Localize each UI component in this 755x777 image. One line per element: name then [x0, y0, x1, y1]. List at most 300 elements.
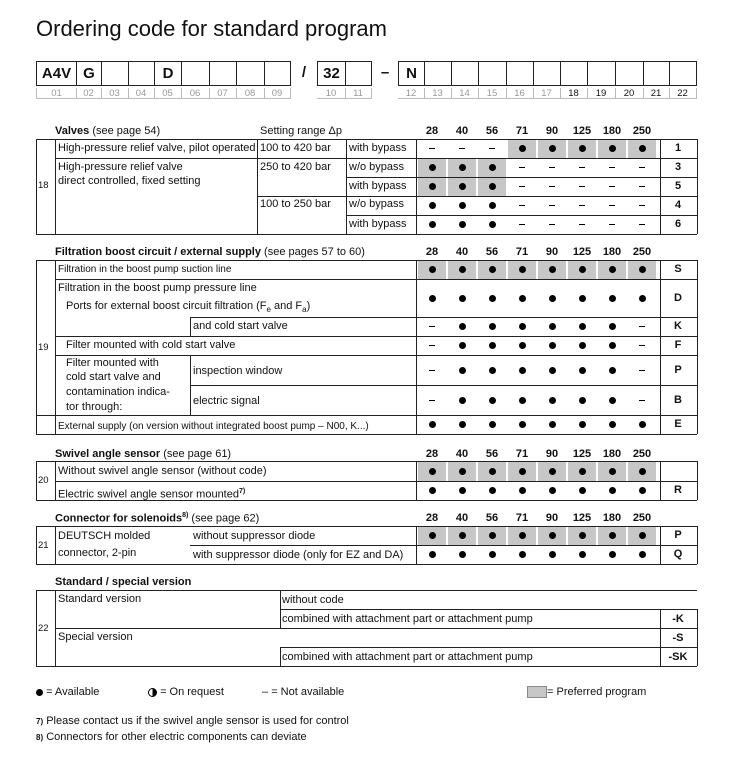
available-mark	[478, 199, 506, 212]
not-available-mark	[568, 180, 596, 193]
rule	[190, 317, 697, 318]
available-mark	[538, 548, 566, 561]
available-mark	[448, 199, 476, 212]
available-mark	[418, 180, 446, 193]
code-box	[669, 61, 697, 86]
legend-available: = Available	[36, 686, 99, 699]
version-heading: Standard / special version	[55, 576, 192, 588]
not-available-mark	[568, 161, 596, 174]
not-available-mark	[448, 142, 476, 155]
dash-icon	[639, 345, 645, 346]
code-position-number: 02	[76, 88, 102, 99]
dash-icon	[609, 186, 615, 187]
available-mark	[538, 339, 566, 352]
filt-desc-p1: Filter mounted with	[66, 357, 159, 369]
rule	[697, 139, 698, 234]
connector-sub-1: without suppressor diode	[193, 530, 316, 542]
rule	[36, 260, 37, 434]
available-mark	[598, 394, 626, 407]
available-icon	[459, 323, 466, 330]
available-mark	[508, 465, 536, 478]
valve-range-3: 100 to 250 bar	[260, 198, 331, 210]
available-icon	[579, 487, 586, 494]
available-mark	[448, 529, 476, 542]
code-box	[560, 61, 588, 86]
available-icon	[579, 421, 586, 428]
available-mark	[508, 142, 536, 155]
available-icon	[489, 367, 496, 374]
dash-icon	[459, 148, 465, 149]
code-box	[209, 61, 237, 86]
available-mark	[538, 263, 566, 276]
available-mark	[628, 418, 656, 431]
code-box	[615, 61, 644, 86]
valve-bypass-4: w/o bypass	[349, 198, 405, 210]
available-mark	[418, 218, 446, 231]
rule	[257, 196, 697, 197]
available-icon	[519, 367, 526, 374]
not-available-mark	[478, 142, 506, 155]
size-header: 28	[425, 448, 439, 460]
on-request-icon	[148, 688, 157, 697]
available-mark	[628, 263, 656, 276]
available-icon	[429, 221, 436, 228]
available-icon	[579, 266, 586, 273]
option-code: B	[674, 394, 682, 406]
option-code: S	[674, 263, 682, 275]
footnote-8: 8) Connectors for other electric components can deviate	[36, 731, 307, 743]
available-mark	[508, 364, 536, 377]
not-available-mark	[418, 364, 446, 377]
code-box	[643, 61, 670, 86]
version-code-s: -S	[672, 632, 684, 644]
available-icon	[519, 323, 526, 330]
rule	[55, 355, 697, 356]
code-box: N	[398, 61, 425, 86]
available-mark	[418, 263, 446, 276]
filt-desc-d2: Ports for external boost circuit filtration ($F_e$ and $F_a$)	[66, 300, 311, 315]
size-header: 28	[425, 246, 439, 258]
available-icon	[549, 266, 556, 273]
dash-icon	[639, 205, 645, 206]
filt-desc-p4: tor through:	[66, 401, 123, 413]
available-icon	[579, 145, 586, 152]
size-header: 250	[632, 125, 652, 137]
not-available-mark	[598, 218, 626, 231]
dash-icon	[549, 224, 555, 225]
rule	[55, 139, 56, 234]
dash-icon	[489, 148, 495, 149]
available-icon	[459, 551, 466, 558]
available-icon	[459, 295, 466, 302]
code-box	[587, 61, 616, 86]
size-header: 125	[572, 512, 592, 524]
available-mark	[448, 484, 476, 497]
size-header: 90	[545, 448, 559, 460]
available-mark	[418, 465, 446, 478]
rule	[36, 139, 37, 234]
option-code: D	[674, 292, 682, 304]
available-mark	[598, 263, 626, 276]
code-position-number: 16	[506, 88, 534, 99]
size-header: 40	[455, 246, 469, 258]
option-code: 6	[674, 218, 682, 230]
available-mark	[508, 529, 536, 542]
available-mark	[598, 320, 626, 333]
dash-icon	[609, 205, 615, 206]
option-code: 1	[674, 142, 682, 154]
section-number-19: 19	[38, 342, 49, 353]
available-icon	[489, 342, 496, 349]
not-available-mark	[628, 364, 656, 377]
rule	[36, 461, 37, 500]
code-box: 32	[317, 61, 346, 86]
available-icon	[429, 487, 436, 494]
not-available-mark	[508, 199, 536, 212]
rule	[416, 461, 417, 500]
valves-heading: Valves (see page 54)	[55, 125, 161, 137]
available-mark	[508, 394, 536, 407]
available-mark	[598, 364, 626, 377]
code-position-number: 08	[236, 88, 265, 99]
available-icon	[489, 487, 496, 494]
available-mark	[508, 484, 536, 497]
available-icon	[459, 487, 466, 494]
dash-icon	[519, 205, 525, 206]
available-mark	[538, 484, 566, 497]
dash-icon	[639, 224, 645, 225]
rule	[55, 461, 56, 500]
size-header: 125	[572, 125, 592, 137]
available-icon	[549, 397, 556, 404]
code-box	[506, 61, 534, 86]
available-icon	[489, 468, 496, 475]
rule	[346, 139, 347, 234]
available-mark	[448, 180, 476, 193]
available-mark	[478, 161, 506, 174]
dash-icon	[429, 148, 435, 149]
available-icon	[549, 468, 556, 475]
available-mark	[418, 548, 446, 561]
available-icon	[609, 145, 616, 152]
available-mark	[538, 142, 566, 155]
available-icon	[489, 532, 496, 539]
version-sub-2: combined with attachment part or attachment pump	[282, 613, 533, 625]
code-position-number: 13	[424, 88, 452, 99]
available-icon	[459, 183, 466, 190]
option-code: 3	[674, 161, 682, 173]
rule	[280, 647, 281, 666]
available-mark	[628, 484, 656, 497]
available-mark	[508, 339, 536, 352]
not-available-mark	[598, 199, 626, 212]
available-mark	[628, 529, 656, 542]
available-mark	[568, 320, 596, 333]
rule	[36, 590, 37, 666]
available-icon	[579, 367, 586, 374]
available-icon	[579, 551, 586, 558]
available-icon	[549, 487, 556, 494]
rule	[55, 481, 697, 482]
code-box: A4V	[36, 61, 77, 86]
available-mark	[508, 418, 536, 431]
available-icon	[429, 468, 436, 475]
section-number-22: 22	[38, 623, 49, 634]
not-available-mark	[628, 180, 656, 193]
available-icon	[36, 689, 43, 696]
available-icon	[579, 397, 586, 404]
code-box	[451, 61, 479, 86]
available-icon	[489, 266, 496, 273]
available-mark	[448, 161, 476, 174]
available-icon	[579, 295, 586, 302]
size-header: 180	[602, 512, 622, 524]
preferred-swatch-icon	[527, 686, 547, 698]
not-available-mark	[628, 394, 656, 407]
available-icon	[549, 295, 556, 302]
rule	[697, 260, 698, 434]
available-icon	[639, 145, 646, 152]
connector-sub-2: with suppressor diode (only for EZ and DA)	[193, 549, 404, 561]
code-position-number: 07	[209, 88, 237, 99]
available-icon	[549, 532, 556, 539]
code-box	[101, 61, 129, 86]
rule	[36, 526, 37, 564]
code-separator: /	[290, 61, 318, 86]
swivel-desc-2: Electric swivel angle sensor mounted$^{7)}$	[58, 488, 246, 501]
setting-range-label: Setting range Δp	[260, 125, 342, 137]
code-box: G	[76, 61, 102, 86]
available-icon	[549, 421, 556, 428]
available-mark	[538, 418, 566, 431]
available-mark	[598, 292, 626, 305]
rule	[416, 526, 417, 564]
available-mark	[478, 263, 506, 276]
filt-desc-p3: contamination indica-	[66, 386, 170, 398]
option-code: Q	[673, 548, 683, 560]
rule	[697, 461, 698, 500]
available-icon	[429, 202, 436, 209]
available-mark	[598, 548, 626, 561]
dash-icon	[429, 345, 435, 346]
available-icon	[639, 487, 646, 494]
version-code-k: -K	[672, 613, 684, 625]
available-icon	[489, 421, 496, 428]
available-mark	[568, 394, 596, 407]
available-mark	[628, 465, 656, 478]
available-mark	[538, 320, 566, 333]
available-mark	[478, 364, 506, 377]
filt-sub-electric: electric signal	[193, 395, 260, 407]
code-position-number: 22	[669, 88, 697, 99]
available-icon	[489, 202, 496, 209]
available-mark	[508, 320, 536, 333]
available-icon	[639, 532, 646, 539]
not-available-mark	[628, 199, 656, 212]
filt-desc-f: Filter mounted with cold start valve	[66, 339, 236, 351]
available-mark	[598, 465, 626, 478]
code-position-number: 21	[643, 88, 670, 99]
available-icon	[579, 468, 586, 475]
available-mark	[538, 529, 566, 542]
available-icon	[519, 342, 526, 349]
available-icon	[459, 532, 466, 539]
filt-desc-k: and cold start valve	[193, 320, 288, 332]
version-sub-1: without code	[282, 594, 344, 606]
rule	[190, 385, 697, 386]
available-icon	[609, 551, 616, 558]
available-mark	[598, 339, 626, 352]
available-icon	[459, 468, 466, 475]
valve-bypass-5: with bypass	[349, 218, 407, 230]
swivel-desc-1: Without swivel angle sensor (without code)	[58, 465, 267, 477]
filt-desc-e: External supply (on version without integrated boost pump – N00, K...)	[58, 421, 369, 432]
available-mark	[568, 364, 596, 377]
not-available-mark	[418, 394, 446, 407]
valve-bypass-1: with bypass	[349, 142, 407, 154]
size-header: 71	[515, 512, 529, 524]
available-icon	[609, 421, 616, 428]
connector-heading: Connector for solenoids$^{8)}$ (see page 62)	[55, 512, 260, 525]
valve-range-1: 100 to 420 bar	[260, 142, 331, 154]
code-position-number: 20	[615, 88, 644, 99]
code-position-number: 06	[181, 88, 210, 99]
available-mark	[418, 418, 446, 431]
available-mark	[448, 218, 476, 231]
available-icon	[489, 323, 496, 330]
available-icon	[459, 367, 466, 374]
rule	[346, 215, 697, 216]
code-box	[478, 61, 507, 86]
available-icon	[459, 164, 466, 171]
available-icon	[429, 164, 436, 171]
available-icon	[489, 551, 496, 558]
size-header: 28	[425, 512, 439, 524]
code-box	[181, 61, 210, 86]
filt-desc-p2: cold start valve and	[66, 371, 161, 383]
rule	[36, 590, 697, 591]
code-position-number: 10	[317, 88, 346, 99]
not-available-mark	[418, 320, 446, 333]
available-icon	[519, 266, 526, 273]
available-icon	[549, 145, 556, 152]
available-mark	[478, 218, 506, 231]
available-mark	[418, 529, 446, 542]
filt-desc-s: Filtration in the boost pump suction line	[58, 264, 232, 275]
available-icon	[609, 397, 616, 404]
rule	[697, 609, 698, 666]
code-position-number: 03	[101, 88, 129, 99]
rule	[36, 564, 697, 565]
size-header: 71	[515, 125, 529, 137]
available-mark	[568, 339, 596, 352]
size-header: 250	[632, 246, 652, 258]
available-icon	[459, 397, 466, 404]
rule	[346, 177, 697, 178]
available-icon	[459, 421, 466, 428]
available-mark	[628, 142, 656, 155]
not-available-mark	[538, 180, 566, 193]
dash-icon	[609, 167, 615, 168]
size-header: 56	[485, 512, 499, 524]
available-mark	[448, 394, 476, 407]
dash-icon	[519, 224, 525, 225]
available-icon	[489, 295, 496, 302]
available-mark	[418, 161, 446, 174]
size-header: 250	[632, 512, 652, 524]
dash-icon	[639, 400, 645, 401]
rule	[36, 666, 697, 667]
code-box	[424, 61, 452, 86]
available-mark	[628, 548, 656, 561]
available-icon	[609, 342, 616, 349]
available-icon	[639, 266, 646, 273]
available-mark	[478, 394, 506, 407]
available-icon	[519, 397, 526, 404]
legend-on-request: = On request	[148, 686, 224, 699]
dash-icon	[609, 224, 615, 225]
available-icon	[609, 266, 616, 273]
available-mark	[568, 142, 596, 155]
rule	[55, 590, 56, 666]
available-icon	[519, 551, 526, 558]
section-number-18: 18	[38, 180, 49, 191]
code-box	[345, 61, 372, 86]
code-box	[533, 61, 561, 86]
available-mark	[508, 548, 536, 561]
valve-desc-2b: direct controlled, fixed setting	[58, 175, 201, 187]
code-position-number: 15	[478, 88, 507, 99]
swivel-heading: Swivel angle sensor (see page 61)	[55, 448, 232, 460]
valve-bypass-2: w/o bypass	[349, 161, 405, 173]
rule	[36, 434, 697, 435]
dash-icon	[519, 167, 525, 168]
code-position-number: 17	[533, 88, 561, 99]
available-icon	[459, 342, 466, 349]
available-mark	[598, 484, 626, 497]
dash-icon	[639, 167, 645, 168]
size-header: 40	[455, 125, 469, 137]
available-mark	[478, 465, 506, 478]
available-mark	[628, 292, 656, 305]
page-title: Ordering code for standard program	[36, 16, 387, 41]
code-position-number: 09	[264, 88, 291, 99]
code-position-number: 18	[560, 88, 588, 99]
rule	[190, 355, 191, 415]
rule	[55, 336, 697, 337]
available-icon	[519, 468, 526, 475]
available-icon	[609, 487, 616, 494]
available-mark	[538, 364, 566, 377]
legend-not-available: – = Not available	[262, 686, 345, 698]
valve-range-2: 250 to 420 bar	[260, 161, 331, 173]
available-icon	[549, 342, 556, 349]
available-icon	[579, 342, 586, 349]
option-code: P	[674, 529, 682, 541]
code-position-number: 11	[345, 88, 372, 99]
available-icon	[639, 421, 646, 428]
size-header: 56	[485, 125, 499, 137]
available-mark	[598, 142, 626, 155]
available-mark	[568, 418, 596, 431]
available-icon	[609, 367, 616, 374]
available-mark	[418, 199, 446, 212]
size-header: 28	[425, 125, 439, 137]
available-icon	[489, 164, 496, 171]
version-special: Special version	[58, 631, 133, 643]
available-icon	[519, 295, 526, 302]
size-header: 90	[545, 246, 559, 258]
